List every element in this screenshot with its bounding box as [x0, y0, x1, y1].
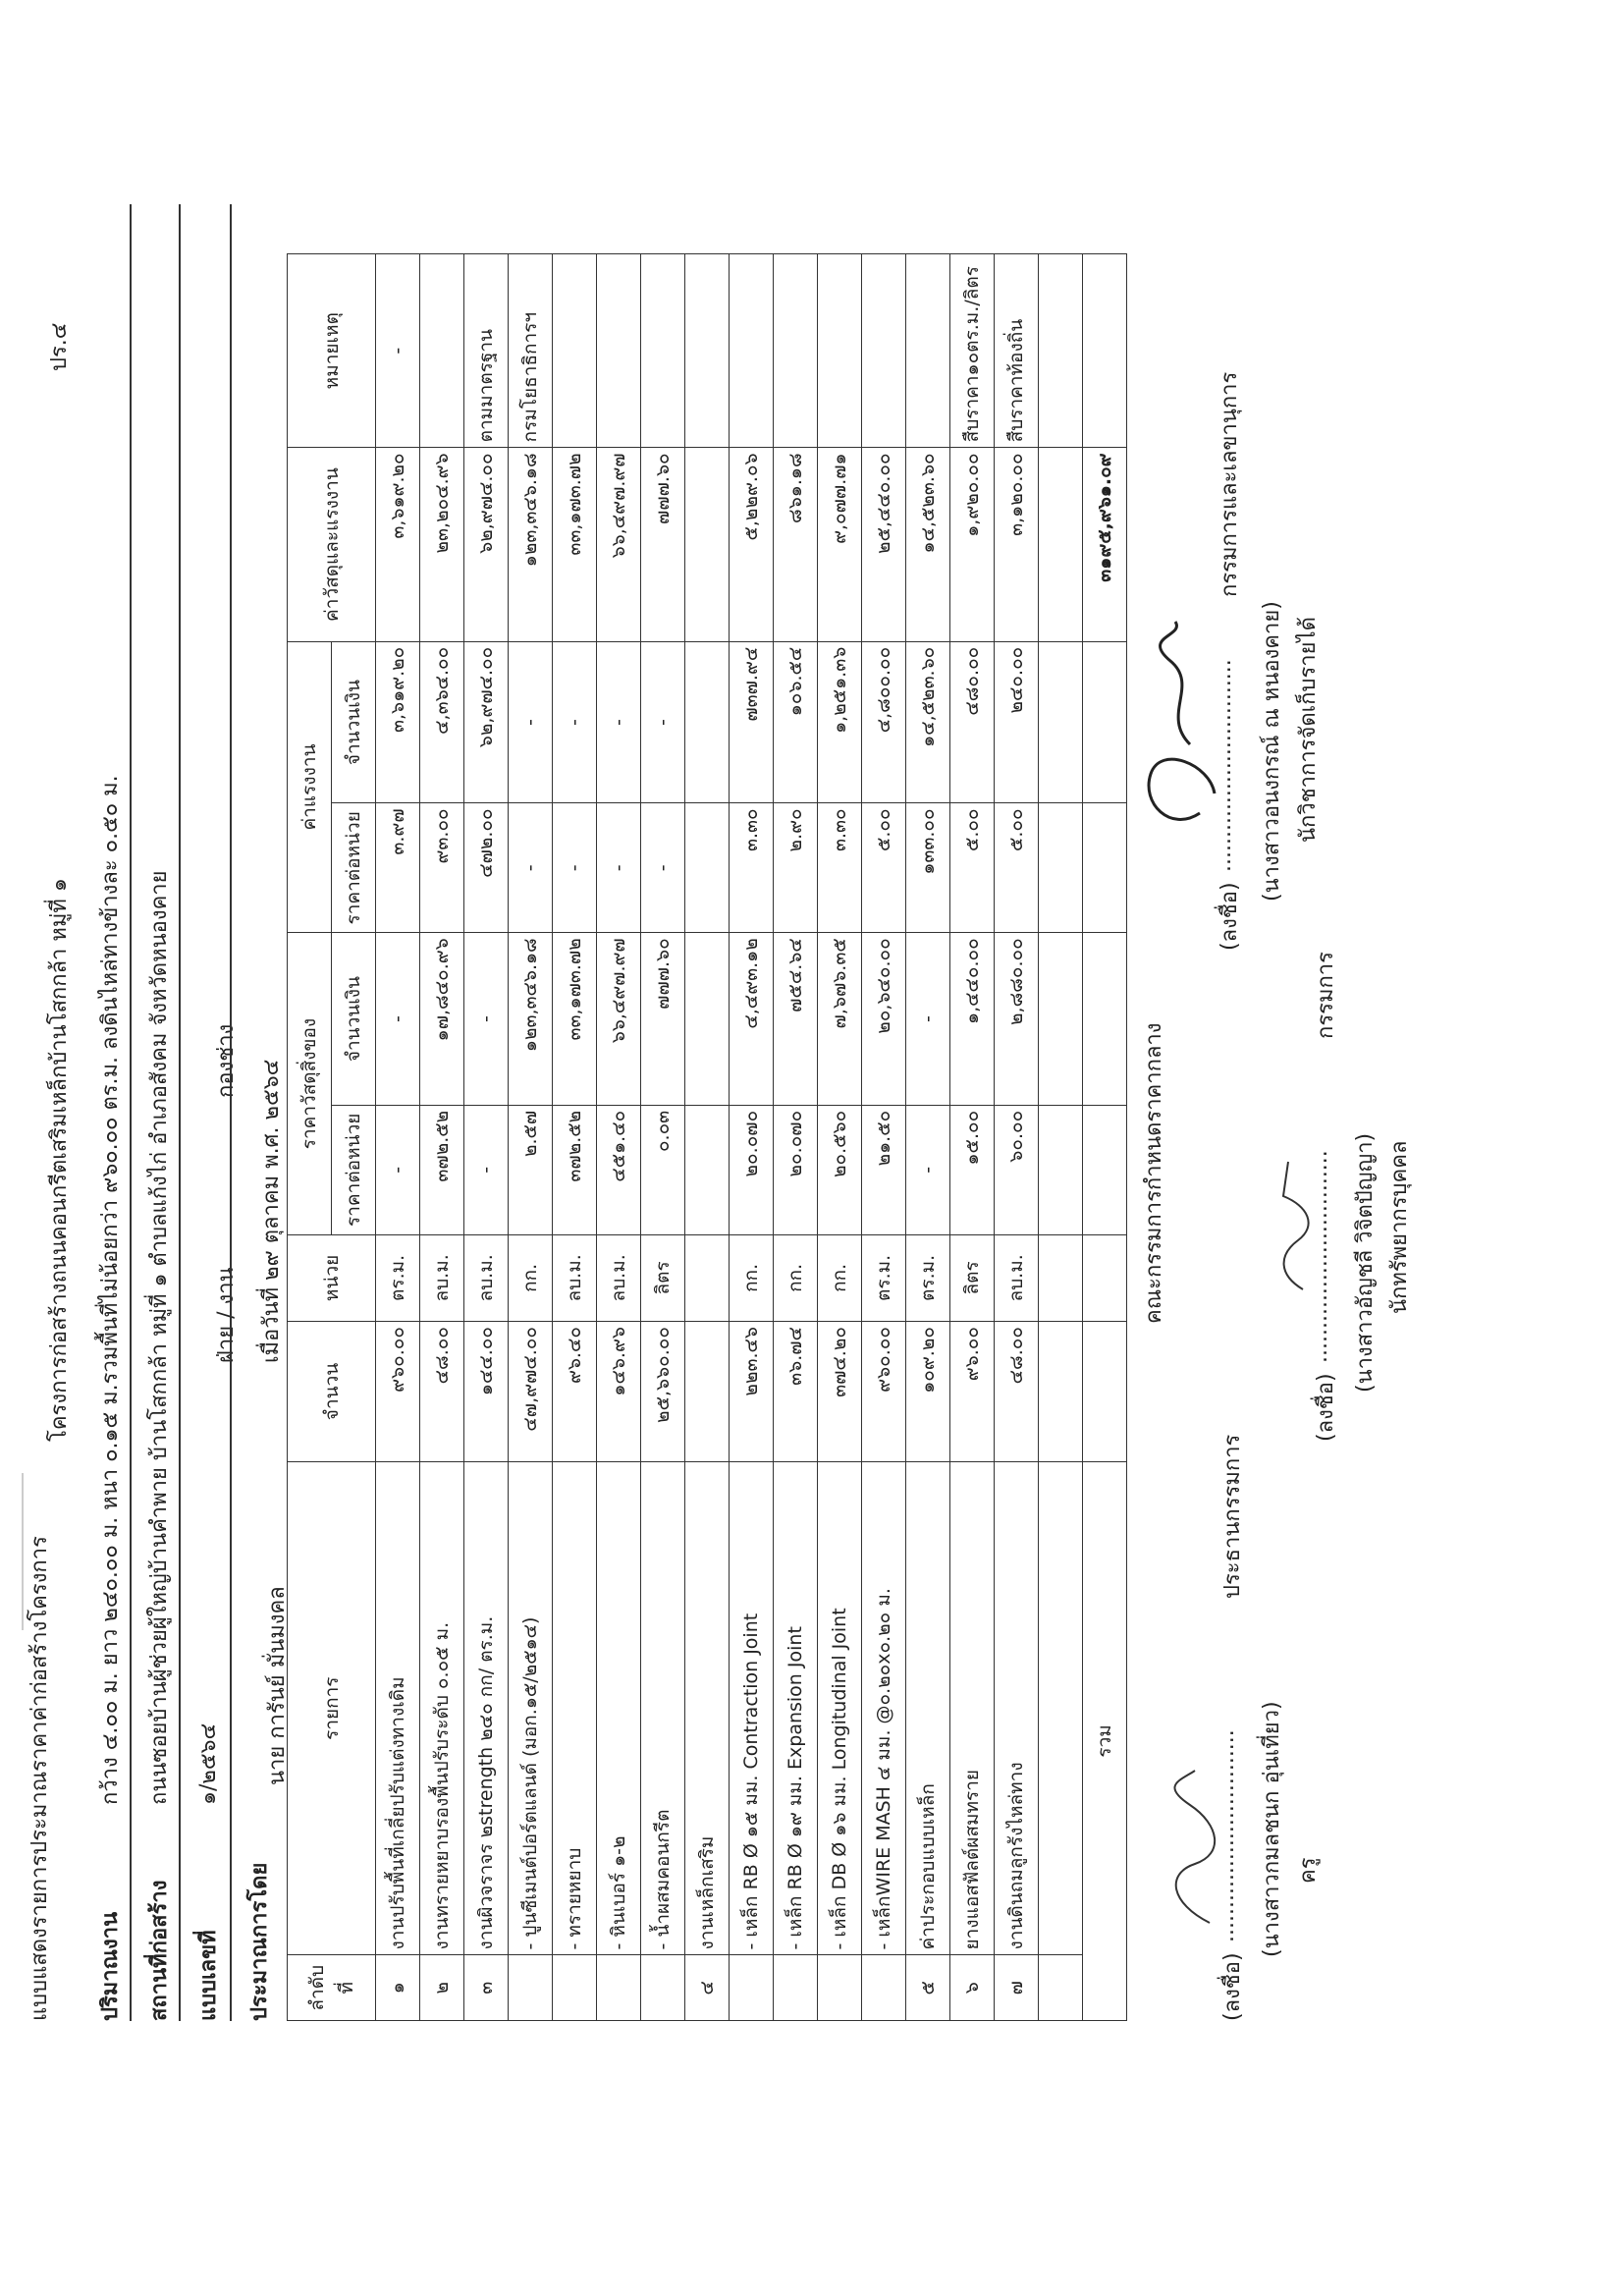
- table-row: [774, 254, 818, 2021]
- cell-item: งานผิวจราจร ๒strength ๒๔๐ กก/ ตร.ม.: [464, 1461, 509, 1955]
- table-row: [376, 254, 420, 2021]
- chair-dots: ...............................: [1215, 1729, 1239, 1942]
- cell-qty: ๑๐๙.๒๐: [906, 1322, 950, 1462]
- work-label: ปริมาณงาน: [98, 1911, 123, 2021]
- col-labor-amount: จำนวนเงิน: [332, 641, 376, 803]
- cell-material-price: -: [464, 1105, 509, 1234]
- dept-value: กองช่าง: [214, 1023, 239, 1098]
- cell-labor-price: ๒.๙๐: [774, 803, 818, 933]
- cell-remark: [685, 254, 730, 448]
- cell-unit: กก.: [774, 1234, 818, 1321]
- cell-item: - เหล็กWIRE MASH ๔ มม. @๐.๒๐x๐.๒๐ ม.: [862, 1461, 906, 1955]
- cell-unit: กก.: [730, 1234, 774, 1321]
- member2-sign-label: (ลงชื่อ): [1217, 882, 1242, 951]
- cell-total: ๖๒,๙๗๔.๐๐: [464, 448, 509, 641]
- cell-no: ๑: [376, 1955, 420, 2021]
- site-value: ถนนซอยบ้านผู้ช่วยผู้ใหญ่บ้านคำพาย บ้านโสกกล้า หมู่ที่ ๑ ตำบลแก้งไก่ อำเภอสังคม จังหวัดหนองคาย: [147, 870, 172, 1805]
- cell-remark: [420, 254, 464, 448]
- cell-qty: [1039, 1322, 1083, 1462]
- cell-qty: ๙๖๐.๐๐: [862, 1322, 906, 1462]
- cell-material-price: ๒.๕๗: [509, 1105, 553, 1234]
- divider: [230, 204, 232, 2021]
- cell-material-amount: ๑๗,๘๔๐.๙๖: [420, 933, 464, 1106]
- cell-total: ๓,๑๒๐.๐๐: [995, 448, 1039, 641]
- cell-labor-price: ๕.๐๐: [862, 803, 906, 933]
- cell-no: ๒: [420, 1955, 464, 2021]
- cell-labor-amount: ๓,๖๑๙.๒๐: [376, 641, 420, 803]
- committee-heading: คณะกรรมการกำหนดราคากลาง: [1142, 1022, 1166, 1324]
- table-row: [685, 254, 730, 2021]
- col-qty: จำนวน: [288, 1322, 376, 1462]
- cell-labor-amount: ๔,๘๐๐.๐๐: [862, 641, 906, 803]
- cell-total: ๑,๙๒๐.๐๐: [950, 448, 995, 641]
- cell-material-amount: ๓๓,๑๗๓.๗๒: [553, 933, 597, 1106]
- cell-labor-price: ๑๓๓.๐๐: [906, 803, 950, 933]
- cell-no: [553, 1955, 597, 2021]
- site-label: สถานที่ก่อสร้าง: [147, 1880, 172, 2021]
- col-remark: หมายเหตุ: [288, 254, 376, 448]
- cell-qty: ๙๖.๐๐: [950, 1322, 995, 1462]
- cell-remark: [730, 254, 774, 448]
- cell-labor-amount: [685, 641, 730, 803]
- cell-total: ๙,๐๗๗.๗๑: [818, 448, 862, 641]
- form-no-value: ๑/๒๕๖๔: [196, 1722, 221, 1805]
- cell-no: ๓: [464, 1955, 509, 2021]
- cell-material-amount: ๗,๖๗๖.๓๕: [818, 933, 862, 1106]
- cell-material-amount: ๖๖,๔๙๗.๙๗: [597, 933, 641, 1106]
- cell-remark: [818, 254, 862, 448]
- chair-name: (นางสาวกมลชนก อุ่นเที่ยว): [1260, 1701, 1284, 1957]
- cell-item: - หินเบอร์ ๑-๒: [597, 1461, 641, 1955]
- cell-material-amount: ๗๗๗.๖๐: [641, 933, 685, 1106]
- chair-role: ประธานกรรมการ: [1220, 1434, 1245, 1599]
- chair-sign-label: (ลงชื่อ): [1220, 1952, 1245, 2021]
- table-row: [818, 254, 862, 2021]
- cell-unit: กก.: [818, 1234, 862, 1321]
- cell-labor-amount: ๑,๒๕๑.๓๖: [818, 641, 862, 803]
- chair-title: ครู: [1296, 1857, 1321, 1884]
- estimator-label: ประมาณการโดย: [247, 1862, 272, 2021]
- cell-qty: ๔๘.๐๐: [420, 1322, 464, 1462]
- cell-no: [730, 1955, 774, 2021]
- col-no: ลำดับที่: [288, 1955, 376, 2021]
- member2-dots: ...............................: [1212, 659, 1236, 872]
- cell-total: ๑๒๓,๓๔๖.๑๘: [509, 448, 553, 641]
- estimator-value: นาย การันย์ มั่นมงคล: [265, 1586, 290, 1785]
- member2-name: (นางสาวอนงกรณ์ ณ หนองคาย): [1260, 601, 1284, 902]
- work-value: กว้าง ๔.๐๐ ม. ยาว ๒๔๐.๐๐ ม. หนา ๐.๑๕ ม.รวมพื้นที่ไม่น้อยกว่า ๙๖๐.๐๐ ตร.ม. ลงดินไหล่ทางข้างละ ๐.๕๐ ม.: [98, 775, 123, 1805]
- divider: [179, 204, 181, 2021]
- cell-no: [1039, 1955, 1083, 2021]
- cell-labor-amount: ๔๘๐.๐๐: [950, 641, 995, 803]
- cell-qty: [685, 1322, 730, 1462]
- cell-unit: ตร.ม.: [862, 1234, 906, 1321]
- cell-material-price: -: [906, 1105, 950, 1234]
- cell-material-amount: ๒,๘๘๐.๐๐: [995, 933, 1039, 1106]
- table-row: [862, 254, 906, 2021]
- cell-qty: ๑๔๔.๐๐: [464, 1322, 509, 1462]
- cell-item: - เหล็ก RB Ø ๑๕ มม. Contraction Joint: [730, 1461, 774, 1955]
- cell-no: ๔: [685, 1955, 730, 2021]
- cell-material-price: ๓๗๒.๕๒: [420, 1105, 464, 1234]
- cell-remark: กรมโยธาธิการฯ: [509, 254, 553, 448]
- cell-labor-price: -: [641, 803, 685, 933]
- cell-unit: [1039, 1234, 1083, 1321]
- cell-no: ๕: [906, 1955, 950, 2021]
- divider: [130, 204, 132, 2021]
- table-row: [553, 254, 597, 2021]
- cell-labor-amount: -: [641, 641, 685, 803]
- member2-title: นักวิชาการจัดเก็บรายได้: [1296, 617, 1321, 843]
- cell-item: - เหล็ก DB Ø ๑๖ มม. Longitudinal Joint: [818, 1461, 862, 1955]
- cell-unit: ตร.ม.: [376, 1234, 420, 1321]
- cell-material-price: ๔๕๑.๔๐: [597, 1105, 641, 1234]
- cell-qty: ๔๗,๙๗๔.๐๐: [509, 1322, 553, 1462]
- cell-qty: ๙๖.๔๐: [553, 1322, 597, 1462]
- cell-material-price: ๓๗๒.๕๒: [553, 1105, 597, 1234]
- cell-remark: สืบราคาท้องถิ่น: [995, 254, 1039, 448]
- cell-remark: -: [376, 254, 420, 448]
- cell-item: ค่าประกอบแบบเหล็ก: [906, 1461, 950, 1955]
- cell-remark: [1039, 254, 1083, 448]
- cell-labor-price: -: [509, 803, 553, 933]
- cell-material-price: ๒๐.๐๗๐: [774, 1105, 818, 1234]
- cell-item: - ปูนซีเมนต์ปอร์ตแลนด์ (มอก.๑๕/๒๕๑๔): [509, 1461, 553, 1955]
- cell-material-price: ๒๐.๐๗๐: [730, 1105, 774, 1234]
- table-row: [1039, 254, 1083, 2021]
- member2-role: กรรมการและเลขานุการ: [1217, 371, 1242, 597]
- table-row: [641, 254, 685, 2021]
- col-material-group: ราคาวัสดุสิ่งของ: [288, 933, 332, 1234]
- cell-total: [1039, 448, 1083, 641]
- cell-qty: ๓๗๔.๒๐: [818, 1322, 862, 1462]
- sum-label: รวม: [1083, 1461, 1127, 2020]
- cell-labor-price: [1039, 803, 1083, 933]
- cell-labor-amount: ๖๒,๙๗๔.๐๐: [464, 641, 509, 803]
- cell-qty: ๙๖๐.๐๐: [376, 1322, 420, 1462]
- cell-qty: ๔๘.๐๐: [995, 1322, 1039, 1462]
- cell-unit: ลบ.ม.: [597, 1234, 641, 1321]
- cell-material-price: ๑๕.๐๐: [950, 1105, 995, 1234]
- form-code: ปร.๔: [47, 322, 72, 371]
- cell-total: ๘๖๑.๑๘: [774, 448, 818, 641]
- cell-total: ๕,๒๒๙.๐๖: [730, 448, 774, 641]
- cell-total: ๓๓,๑๗๓.๗๒: [553, 448, 597, 641]
- member1-dots: ...............................: [1308, 1150, 1332, 1363]
- estimate-table: [287, 253, 1127, 2021]
- scan-margin-mark: [22, 1473, 24, 1630]
- cell-labor-amount: [1039, 641, 1083, 803]
- cell-item: - ทรายหยาบ: [553, 1461, 597, 1955]
- cell-material-price: ๒๐.๕๖๐: [818, 1105, 862, 1234]
- cell-material-amount: -: [906, 933, 950, 1106]
- cell-no: [641, 1955, 685, 2021]
- cell-no: [862, 1955, 906, 2021]
- cell-unit: ลิตร: [950, 1234, 995, 1321]
- cell-labor-price: ๕.๐๐: [950, 803, 995, 933]
- col-labor-unit-price: ราคาต่อหน่วย: [332, 803, 376, 933]
- col-material-amount: จำนวนเงิน: [332, 933, 376, 1106]
- form-no-label: แบบเลขที่: [196, 1930, 221, 2021]
- cell-total: ๒๕,๔๔๐.๐๐: [862, 448, 906, 641]
- member2-signature: [1131, 617, 1229, 833]
- cell-remark: ตามมาตรฐาน: [464, 254, 509, 448]
- cell-total: ๖๖,๔๙๗.๙๗: [597, 448, 641, 641]
- table-body: [376, 254, 1127, 2021]
- cell-remark: [906, 254, 950, 448]
- cell-item: งานเหล็กเสริม: [685, 1461, 730, 1955]
- cell-total: ๓,๖๑๙.๒๐: [376, 448, 420, 641]
- cell-unit: ตร.ม.: [906, 1234, 950, 1321]
- cell-material-amount: -: [464, 933, 509, 1106]
- cell-no: [774, 1955, 818, 2021]
- cell-unit: ลบ.ม.: [553, 1234, 597, 1321]
- cell-material-price: ๐.๐๓: [641, 1105, 685, 1234]
- cell-item: - น้ำผสมคอนกรีต: [641, 1461, 685, 1955]
- cell-unit: กก.: [509, 1234, 553, 1321]
- col-item: รายการ: [288, 1461, 376, 1955]
- sum-row: [1083, 254, 1127, 2021]
- cell-material-price: -: [376, 1105, 420, 1234]
- cell-material-price: ๒๑.๕๐: [862, 1105, 906, 1234]
- cell-labor-price: ๔๗๒.๐๐: [464, 803, 509, 933]
- table-row: [995, 254, 1039, 2021]
- table-row: [420, 254, 464, 2021]
- cell-item: งานทรายหยาบรองพื้นปรับระดับ ๐.๐๕ ม.: [420, 1461, 464, 1955]
- cell-total: ๑๔,๕๒๓.๖๐: [906, 448, 950, 641]
- member1-role: กรรมการ: [1314, 952, 1338, 1039]
- dept-label: ฝ่าย / งาน: [214, 1267, 239, 1363]
- cell-material-price: [1039, 1105, 1083, 1234]
- cell-item: ยางแอสฟัลต์ผสมทราย: [950, 1461, 995, 1955]
- cell-material-amount: ๑,๔๔๐.๐๐: [950, 933, 995, 1106]
- col-labor-group: ค่าแรงงาน: [288, 641, 332, 933]
- cell-material-amount: ๒๐,๖๔๐.๐๐: [862, 933, 906, 1106]
- col-unit: หน่วย: [288, 1234, 376, 1321]
- cell-unit: ลบ.ม.: [464, 1234, 509, 1321]
- table-row: [906, 254, 950, 2021]
- cell-labor-amount: -: [553, 641, 597, 803]
- cell-remark: [597, 254, 641, 448]
- col-total: ค่าวัสดุและแรงงาน: [288, 448, 376, 641]
- document-date: เมื่อวันที่ ๒๙ ตุลาคม พ.ศ. ๒๕๖๔: [259, 1059, 284, 1363]
- document-title: แบบแสดงรายการประมาณราคาค่าก่อสร้างโครงการ: [27, 1536, 52, 2021]
- member1-sign-label: (ลงชื่อ): [1314, 1373, 1338, 1442]
- cell-material-price: ๖๐.๐๐: [995, 1105, 1039, 1234]
- cell-remark: [553, 254, 597, 448]
- cell-labor-amount: ๔,๓๖๔.๐๐: [420, 641, 464, 803]
- chair-signature: [1161, 1766, 1229, 1933]
- cell-total: ๒๓,๒๐๔.๙๖: [420, 448, 464, 641]
- cell-labor-amount: ๒๔๐.๐๐: [995, 641, 1039, 803]
- cell-labor-price: -: [597, 803, 641, 933]
- cell-unit: ลิตร: [641, 1234, 685, 1321]
- rotated-document-sheet: [2, 165, 1455, 2129]
- project-name: โครงการก่อสร้างถนนคอนกรีตเสริมเหล็กบ้านโสกกล้า หมู่ที่ ๑: [47, 878, 72, 1442]
- cell-total: [685, 448, 730, 641]
- cell-labor-amount: -: [509, 641, 553, 803]
- cell-material-amount: [685, 933, 730, 1106]
- cell-labor-amount: ๑๐๖.๕๔: [774, 641, 818, 803]
- cell-qty: ๑๔๖.๙๖: [597, 1322, 641, 1462]
- sum-total: ๓๑๙๕,๙๖๑.๐๙: [1083, 448, 1127, 641]
- table-row: [509, 254, 553, 2021]
- cell-unit: ลบ.ม.: [995, 1234, 1039, 1321]
- cell-labor-price: ๓.๓๐: [818, 803, 862, 933]
- cell-qty: ๒๕,๖๖๐.๐๐: [641, 1322, 685, 1462]
- cell-total: ๗๗๗.๖๐: [641, 448, 685, 641]
- cell-labor-price: ๓.๙๗: [376, 803, 420, 933]
- member1-name: (นางสาวอัญชลี วิจิตปัญญา): [1353, 1132, 1378, 1393]
- cell-labor-amount: -: [597, 641, 641, 803]
- cell-no: [818, 1955, 862, 2021]
- cell-remark: [862, 254, 906, 448]
- cell-remark: [641, 254, 685, 448]
- cell-unit: [685, 1234, 730, 1321]
- cell-material-amount: -: [376, 933, 420, 1106]
- cell-item: [1039, 1461, 1083, 1955]
- cell-item: งานปรับพื้นที่เกลี่ยปรับแต่งทางเดิม: [376, 1461, 420, 1955]
- cell-item: - เหล็ก RB Ø ๑๙ มม. Expansion Joint: [774, 1461, 818, 1955]
- cell-qty: ๓๖.๗๔: [774, 1322, 818, 1462]
- cell-material-amount: ๗๕๔.๖๔: [774, 933, 818, 1106]
- cell-labor-amount: ๗๓๗.๙๔: [730, 641, 774, 803]
- cell-no: [509, 1955, 553, 2021]
- table-row: [464, 254, 509, 2021]
- member1-signature: [1264, 1157, 1323, 1294]
- cell-remark: สืบราคา๑๐ตร.ม./ลิตร: [950, 254, 995, 448]
- cell-labor-price: -: [553, 803, 597, 933]
- table-row: [950, 254, 995, 2021]
- cell-labor-price: ๓.๓๐: [730, 803, 774, 933]
- cell-qty: ๒๒๓.๔๖: [730, 1322, 774, 1462]
- cell-material-price: [685, 1105, 730, 1234]
- cell-material-amount: ๔,๔๙๓.๑๒: [730, 933, 774, 1106]
- cell-material-amount: [1039, 933, 1083, 1106]
- table-row: [730, 254, 774, 2021]
- cell-labor-price: ๙๓.๐๐: [420, 803, 464, 933]
- cell-item: งานดินถมลูกรังไหล่ทาง: [995, 1461, 1039, 1955]
- cell-labor-price: ๕.๐๐: [995, 803, 1039, 933]
- cell-no: ๗: [995, 1955, 1039, 2021]
- table-row: [597, 254, 641, 2021]
- cell-labor-amount: ๑๔,๕๒๓.๖๐: [906, 641, 950, 803]
- cell-material-amount: ๑๒๓,๓๔๖.๑๘: [509, 933, 553, 1106]
- cell-unit: ลบ.ม.: [420, 1234, 464, 1321]
- cell-labor-price: [685, 803, 730, 933]
- cell-no: ๖: [950, 1955, 995, 2021]
- col-material-unit-price: ราคาต่อหน่วย: [332, 1105, 376, 1234]
- member1-title: นักทรัพยากรบุคคล: [1387, 1140, 1412, 1314]
- cell-no: [597, 1955, 641, 2021]
- cell-remark: [774, 254, 818, 448]
